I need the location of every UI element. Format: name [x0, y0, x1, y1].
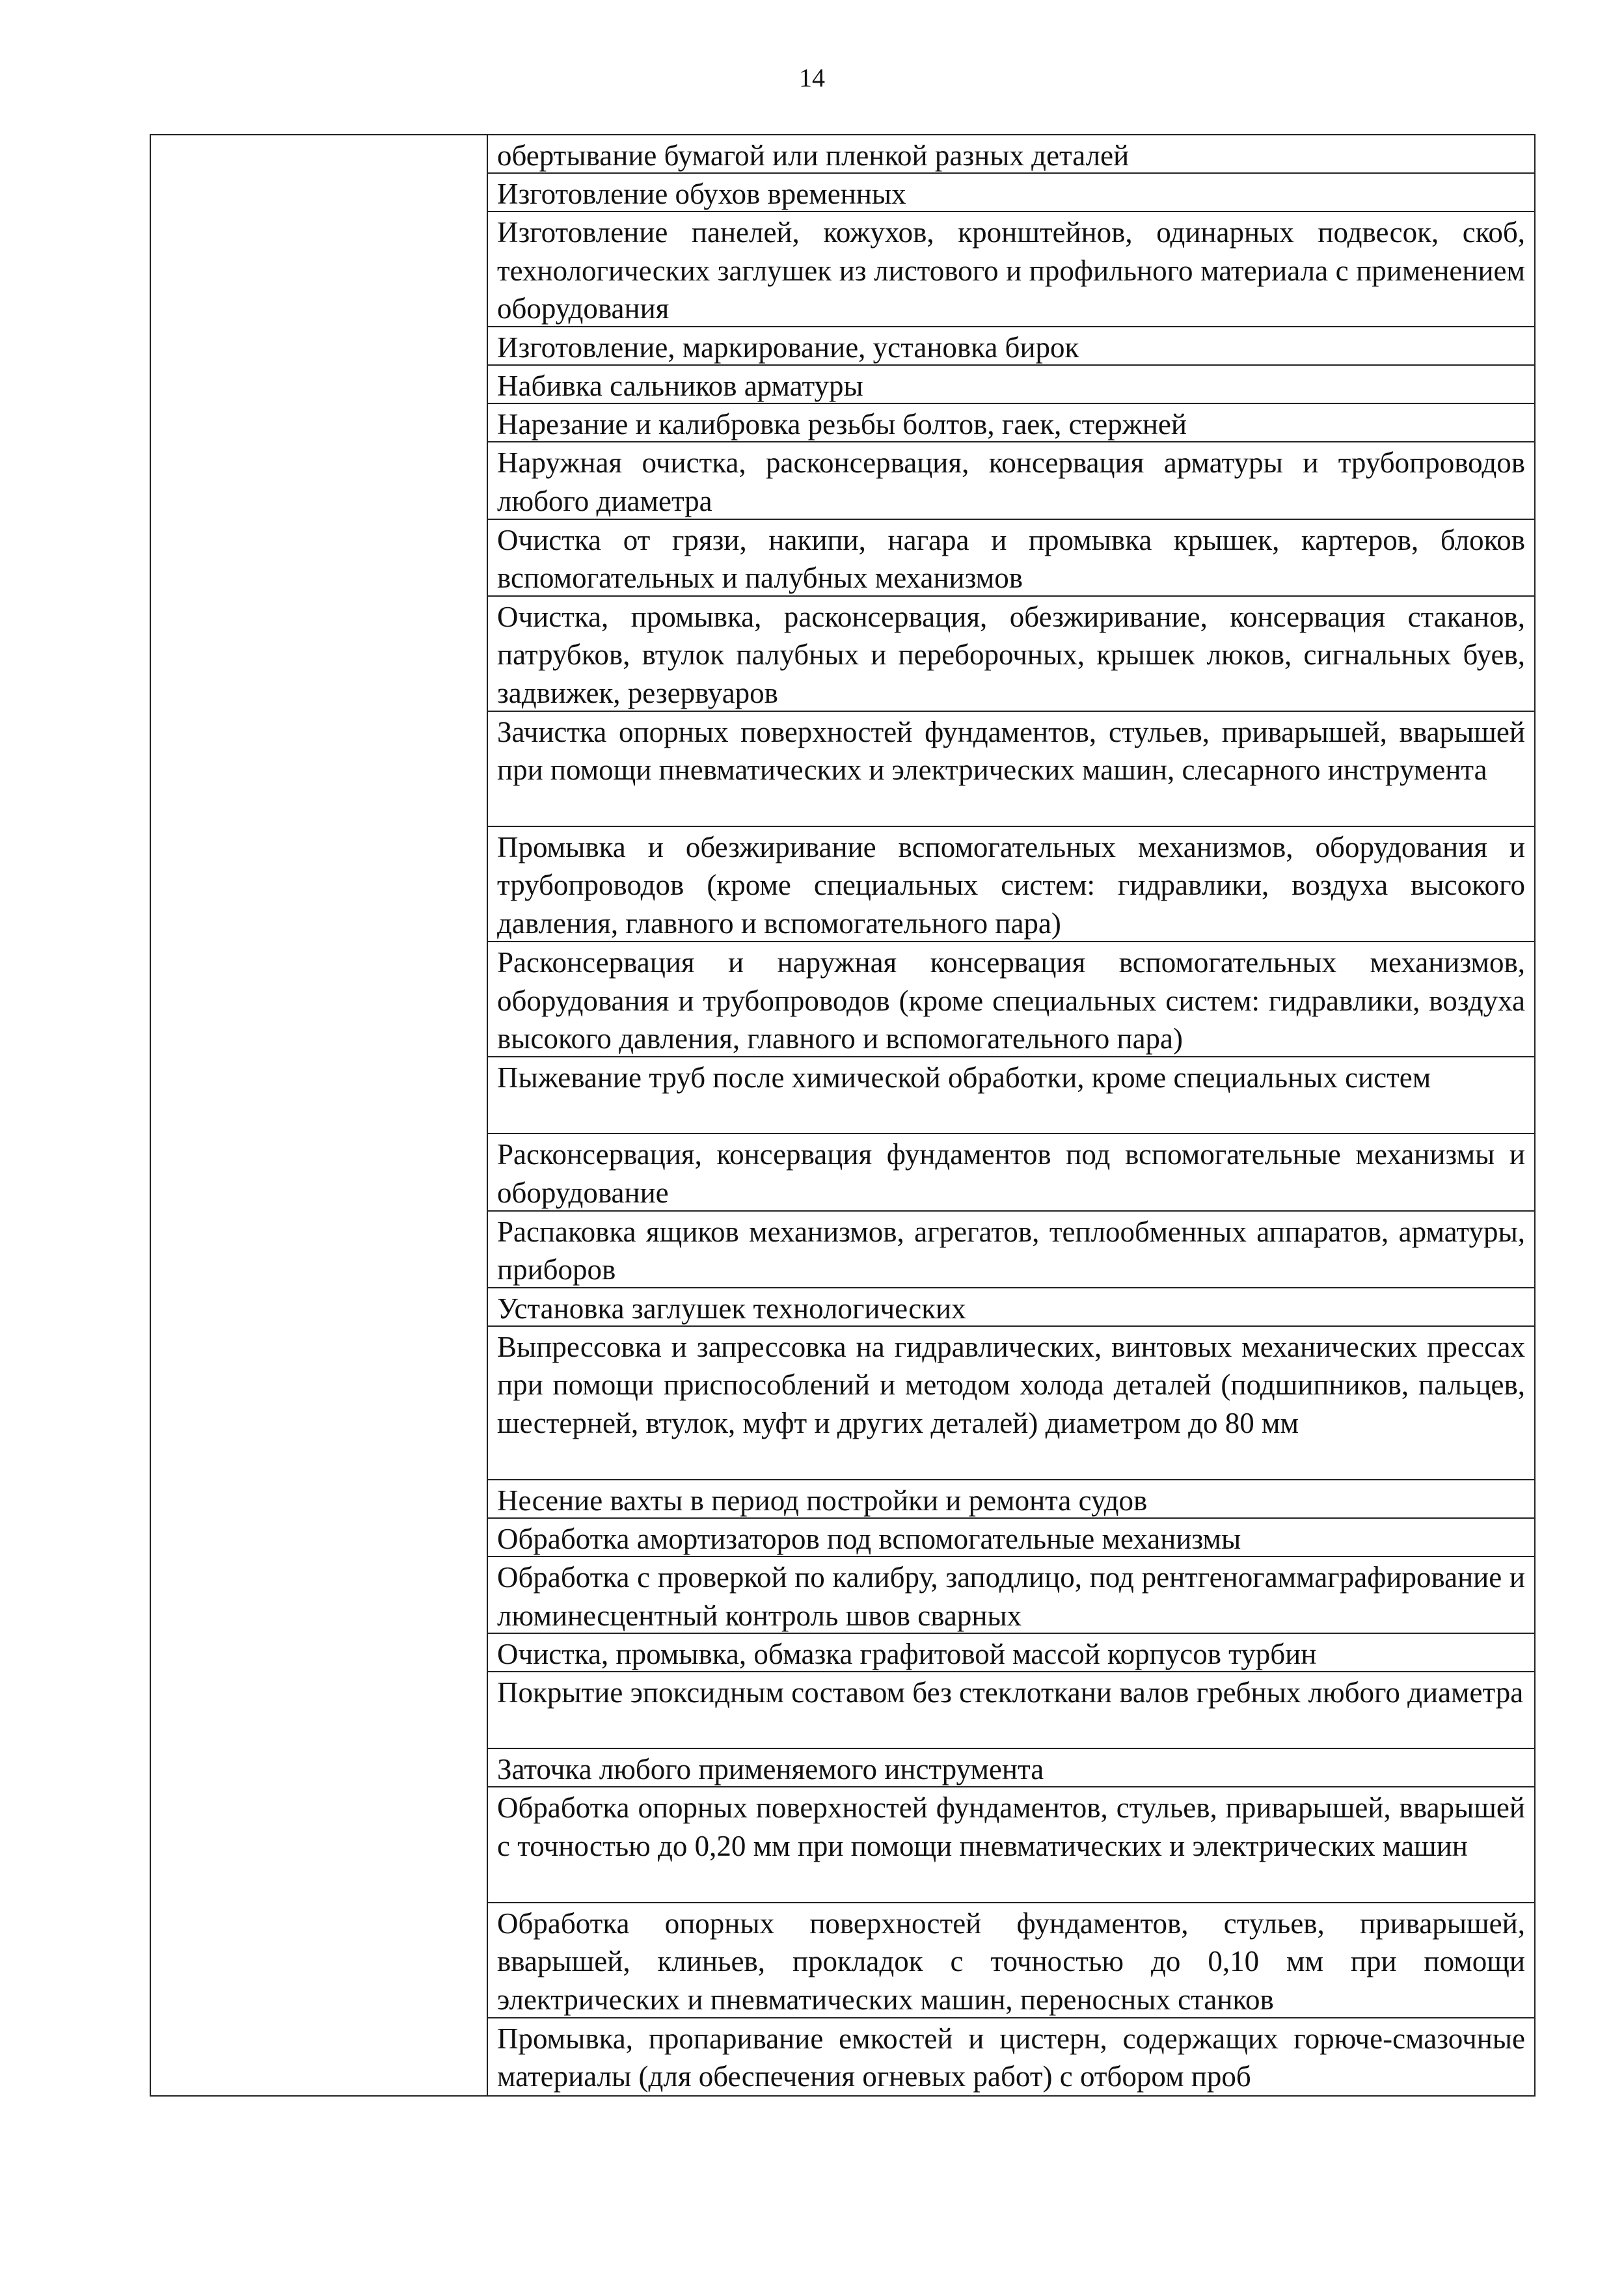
table-row: Промывка, пропаривание емкостей и цистерн, содержащих горюче-смазочные материалы (для обеспечения огневых работ) с отбором проб — [497, 2022, 1525, 2093]
table-row: Несение вахты в период постройки и ремонта судов — [488, 1480, 1534, 1519]
table-row: Покрытие эпоксидным составом без стеклоткани валов гребных любого диаметра — [488, 1672, 1534, 1749]
table-row: Очистка от грязи, накипи, нагара и промывка крышек, картеров, блоков вспомогательных и палубных механизмов — [488, 520, 1534, 597]
table-row: Обработка с проверкой по калибру, заподлицо, под рентгеногаммаграфирование и люминесцентный контроль швов сварных — [488, 1557, 1534, 1634]
table-row: Изготовление, маркирование, установка бирок — [488, 327, 1534, 366]
table-row: Очистка, промывка, расконсервация, обезжиривание, консервация стаканов, патрубков, втулок палубных и переборочных, крышек люков, сигнальных буев, задвижек, резервуаров — [488, 597, 1534, 712]
table-row: Выпрессовка и запрессовка на гидравлических, винтовых механических прессах при помощи приспособлений и методом холода деталей (подшипников, пальцев, шестерней, втулок, муфт и других деталей) диаметром до 80 мм — [488, 1327, 1534, 1480]
table-row: Расконсервация и наружная консервация вспомогательных механизмов, оборудования и трубопроводов (кроме специальных систем: гидравлики, воздуха высокого давления, главного и вспомогательного пара) — [488, 942, 1534, 1057]
table-row: Заточка любого применяемого инструмента — [488, 1749, 1534, 1787]
table-row: Нарезание и калибровка резьбы болтов, гаек, стержней — [488, 404, 1534, 442]
table-row: обертывание бумагой или пленкой разных деталей — [488, 135, 1534, 174]
table-row: Установка заглушек технологических — [488, 1288, 1534, 1327]
work-list-table — [150, 134, 1536, 2097]
table-right-column — [488, 135, 1534, 2095]
table-row: Обработка опорных поверхностей фундаментов, стульев, приварышей, вварышей с точностью до 0,20 мм при помощи пневматических и электрических машин — [488, 1787, 1534, 1903]
table-row: Расконсервация, консервация фундаментов под вспомогательные механизмы и оборудование — [488, 1134, 1534, 1211]
table-row: Распаковка ящиков механизмов, агрегатов, теплообменных аппаратов, арматуры, приборов — [488, 1212, 1534, 1288]
table-row: Обработка опорных поверхностей фундаментов, стульев, приварышей, вварышей, клиньев, прокладок с точностью до 0,10 мм при помощи электрических и пневматических машин, переносных станков — [488, 1903, 1534, 2018]
table-row: Очистка, промывка, обмазка графитовой массой корпусов турбин — [488, 1634, 1534, 1672]
table-row: Обработка амортизаторов под вспомогательные механизмы — [488, 1519, 1534, 1557]
page-number: 14 — [799, 63, 825, 92]
table-row: Зачистка опорных поверхностей фундаментов, стульев, приварышей, вварышей при помощи пневматических и электрических машин, слесарного инструмента — [488, 712, 1534, 827]
table-row: Изготовление обухов временных — [488, 174, 1534, 212]
table-row: Набивка сальников арматуры — [488, 366, 1534, 404]
table-row: Промывка и обезжиривание вспомогательных механизмов, оборудования и трубопроводов (кроме специальных систем: гидравлики, воздуха высокого давления, главного и вспомогательного пара) — [488, 827, 1534, 942]
table-row: Наружная очистка, расконсервация, консервация арматуры и трубопроводов любого диаметра — [488, 442, 1534, 519]
table-row: Изготовление панелей, кожухов, кронштейнов, одинарных подвесок, скоб, технологических заглушек из листового и профильного материала с применением оборудования — [488, 212, 1534, 327]
table-row: Пыжевание труб после химической обработки, кроме специальных систем — [488, 1057, 1534, 1134]
table-left-column — [151, 135, 488, 2095]
